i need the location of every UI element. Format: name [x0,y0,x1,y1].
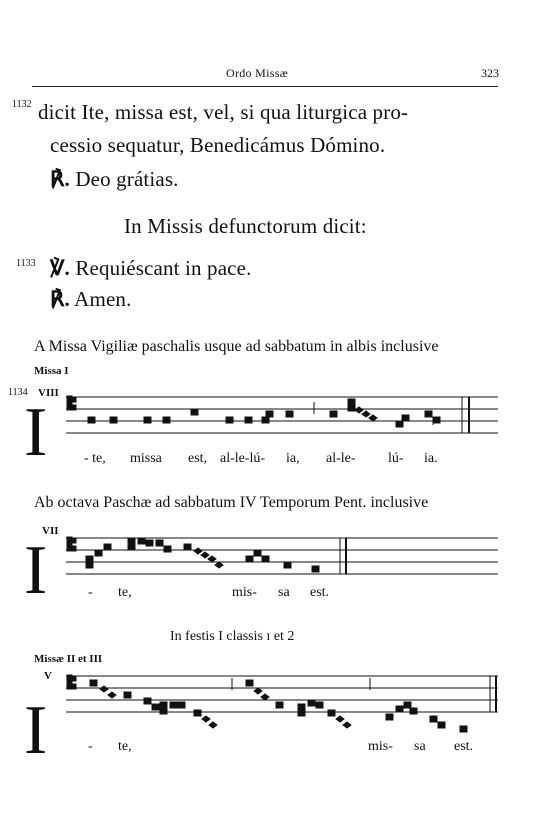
running-header-title: Ordo Missæ [226,66,289,80]
margin-number: 1134 [8,387,28,398]
page-number: 323 [481,66,499,80]
text-line: cessio sequatur, Benedicámus Dómino. [50,133,386,157]
response-symbol: ℟. [50,167,70,191]
versicle-text: Requiéscant in pace. [69,256,252,280]
lyric-syllable: al-le- [326,451,356,466]
chant-rubric: Ab octava Paschæ ad sabbatum IV Temporum Pent. inclusive [34,494,429,511]
mode-label: VIII [38,387,59,399]
initial-letter: I [24,394,48,471]
lyric-syllable: ia, [286,451,300,466]
chant-label: Missæ II et III [34,653,103,665]
lyric-syllable: te, [118,739,132,754]
chant-rubric: A Missa Vigiliæ paschalis usque ad sabbatum in albis inclusive [34,338,439,355]
lyric-syllable: missa [130,451,162,466]
initial-letter: I [24,532,48,609]
lyric-syllable: lú- [388,451,404,466]
response-text: Amen. [69,287,132,311]
lyric-syllable: - [88,585,93,600]
chant-rubric: In festis I classis ɪ et 2 [170,629,295,644]
lyric-syllable: mis- [232,585,257,600]
lyric-syllable: mis- [368,739,393,754]
chant-label: Missa I [34,365,69,377]
versicle-symbol: ℣. [50,256,70,280]
response-symbol: ℟. [50,287,70,311]
lyric-syllable: est. [454,739,474,754]
initial-letter: I [24,692,48,769]
lyric-syllable: ia. [424,451,438,466]
lyric-syllable: al-le-lú- [220,451,266,466]
margin-number: 1133 [16,258,36,269]
margin-number: 1132 [12,99,32,110]
mode-label: V [44,670,52,682]
lyric-syllable: sa [414,739,426,754]
mode-label: VII [42,525,59,537]
staff-lines [66,397,498,712]
lyric-syllable: te, [118,585,132,600]
lyric-syllable: - te, [84,451,106,466]
section-heading: In Missis defunctorum dicit: [124,214,367,238]
lyric-syllable: est, [188,451,208,466]
response-text: Deo grátias. [69,167,179,191]
lyric-syllable: - [88,739,93,754]
lyric-syllable: est. [310,585,330,600]
text-line: dicit Ite, missa est, vel, si qua liturgica pro- [38,100,409,124]
neumes [67,396,496,732]
lyric-syllable: sa [278,585,290,600]
